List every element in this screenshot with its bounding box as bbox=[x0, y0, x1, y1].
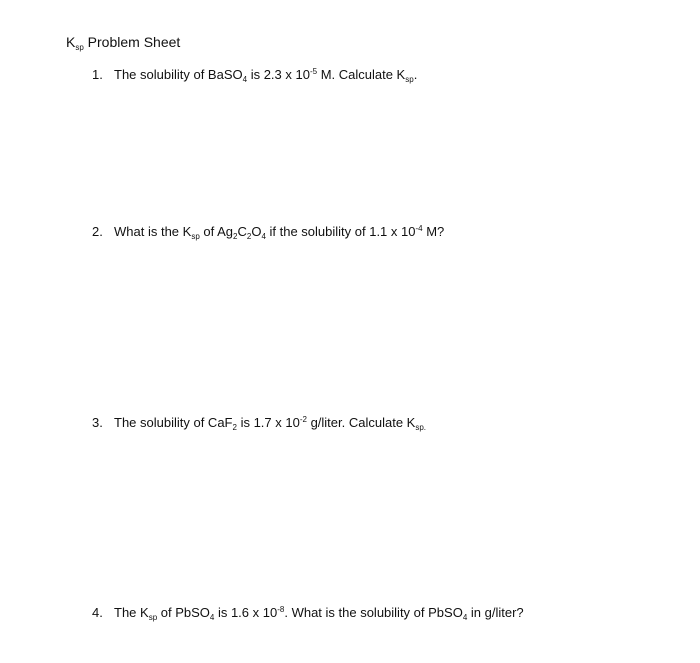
superscript: -5 bbox=[309, 67, 318, 76]
problem-text: The solubility of CaF bbox=[114, 415, 233, 430]
problem-text: is 2.3 x 10 bbox=[247, 67, 310, 82]
subscript: sp bbox=[405, 75, 414, 84]
problem-text: What is the K bbox=[114, 224, 192, 239]
problem-number: 2. bbox=[92, 224, 103, 239]
subscript: 4 bbox=[209, 613, 215, 622]
subscript: 2 bbox=[232, 423, 237, 432]
problem-text: The solubility of BaSO bbox=[114, 67, 243, 82]
subscript: 4 bbox=[462, 613, 468, 622]
problem-text: is 1.7 x 10 bbox=[236, 415, 300, 430]
problem-text: of PbSO bbox=[157, 605, 210, 620]
problem-text: . bbox=[413, 67, 418, 82]
superscript: -2 bbox=[299, 415, 307, 424]
superscript: -4 bbox=[415, 224, 423, 233]
problem-text: . What is the solubility of PbSO bbox=[284, 605, 463, 620]
subscript: 2 bbox=[233, 232, 238, 241]
problem-number: 1. bbox=[92, 67, 103, 82]
subscript: 2 bbox=[246, 232, 252, 241]
problem-text: The K bbox=[114, 605, 149, 620]
title-sub: sp bbox=[75, 43, 84, 52]
problem-text: if the solubility of 1.1 x 10 bbox=[265, 224, 416, 239]
subscript: sp bbox=[191, 232, 200, 241]
subscript: 4 bbox=[242, 75, 248, 84]
problem-1 bbox=[92, 66, 417, 84]
problem-4 bbox=[92, 604, 524, 622]
subscript: sp bbox=[148, 613, 158, 622]
problem-number: 4. bbox=[92, 605, 103, 620]
problem-text: of Ag bbox=[199, 224, 234, 239]
problem-text: g/liter. Calculate K bbox=[306, 415, 416, 430]
problem-text: C bbox=[237, 224, 247, 239]
superscript: -8 bbox=[277, 605, 285, 614]
title-k: K bbox=[66, 34, 76, 50]
problem-text: O bbox=[251, 224, 262, 239]
problem-text: M? bbox=[422, 224, 445, 239]
title-text: Problem Sheet bbox=[83, 34, 181, 50]
subscript: 4 bbox=[261, 232, 266, 241]
problem-2 bbox=[92, 223, 444, 241]
problem-text: is 1.6 x 10 bbox=[214, 605, 278, 620]
problem-text: in g/liter? bbox=[467, 605, 524, 620]
page-title bbox=[66, 33, 180, 51]
problem-number: 3. bbox=[92, 415, 103, 430]
problem-text: M. Calculate K bbox=[317, 67, 406, 82]
subscript: sp. bbox=[415, 423, 427, 432]
problem-3 bbox=[92, 414, 426, 432]
